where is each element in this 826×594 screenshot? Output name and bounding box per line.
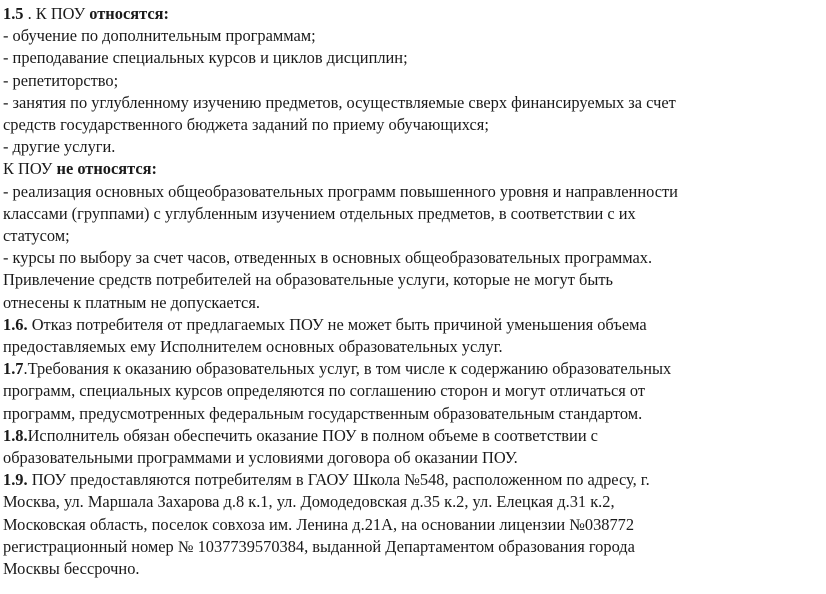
section-text: Исполнитель обязан обеспечить оказание ПОУ в полном объеме в соответствии с [27,425,598,445]
section-1-8-line [3,425,822,447]
section-number: 1.5 [3,4,24,23]
section-number: 1.7 [3,359,24,379]
section-number: 1.9. [3,470,28,490]
section-number: 1.6. [3,314,28,334]
paragraph-line: регистрационный номер № 1037739570384, выданной Департаментом образования города [3,536,635,556]
list-item-continuation: средств государственного бюджета заданий по приему обучающихся; [3,115,489,135]
section-1-9-line [3,469,822,491]
paragraph-line: предоставляемых ему Исполнителем основных образовательных услуг. [3,337,503,357]
section-text: ПОУ предоставляются потребителям в ГАОУ Школа №548, расположенном по адресу, г. [27,470,650,490]
list-item: - обучение по дополнительным программам; [3,26,316,46]
paragraph-line: Москвы бессрочно. [3,559,140,579]
list-item: - преподавание специальных курсов и циклов дисциплин; [3,48,408,68]
section-text: Отказ потребителя от предлагаемых ПОУ не может быть причиной уменьшения объема [27,314,647,334]
paragraph-line: образовательными программами и условиями договора об оказании ПОУ. [3,448,518,468]
list-item: - занятия по углубленному изучению предметов, осуществляемые сверх финансируемых за счет [3,92,676,112]
paragraph-line: Московская область, поселок совхоза им. Ленина д.21А, на основании лицензии №038772 [3,514,635,534]
section-number: 1.8. [3,425,28,445]
list-item-continuation: статусом; [3,226,70,246]
paragraph-line: программ, специальных курсов определяются по соглашению сторон и могут отличаться от [3,381,646,401]
paragraph-line: Привлечение средств потребителей на образовательные услуги, которые не могут быть [3,270,613,290]
list-item: - курсы по выбору за счет часов, отведенных в основных общеобразовательных программах. [3,248,653,268]
relates-label: относятся: [89,4,169,23]
section-1-6-line [3,314,822,336]
list-item: - другие услуги. [3,137,116,157]
not-relates-label: не относятся: [56,159,157,179]
section-1-5-heading [3,3,822,25]
list-item: - реализация основных общеобразовательных программ повышенного уровня и направленности [3,181,678,201]
paragraph-line: Москва, ул. Маршала Захарова д.8 к.1, ул. Домодедовская д.35 к.2, ул. Елецкая д.31 к.2, [3,492,615,512]
list-item-continuation: классами (группами) с углубленным изучением отдельных предметов, в соответствии с их [3,203,636,223]
section-intro: . К ПОУ [23,4,90,23]
paragraph-line: отнесены к платным не допускается. [3,292,260,312]
paragraph-line: программ, предусмотренных федеральным государственным образовательным стандартом. [3,403,643,423]
not-relates-heading [3,158,822,180]
section-text: .Требования к оказанию образовательных услуг, в том числе к содержанию образовательных [23,359,672,379]
list-item: - репетиторство; [3,70,119,90]
not-relates-intro: К ПОУ [3,159,57,179]
section-1-7-line [3,358,822,380]
